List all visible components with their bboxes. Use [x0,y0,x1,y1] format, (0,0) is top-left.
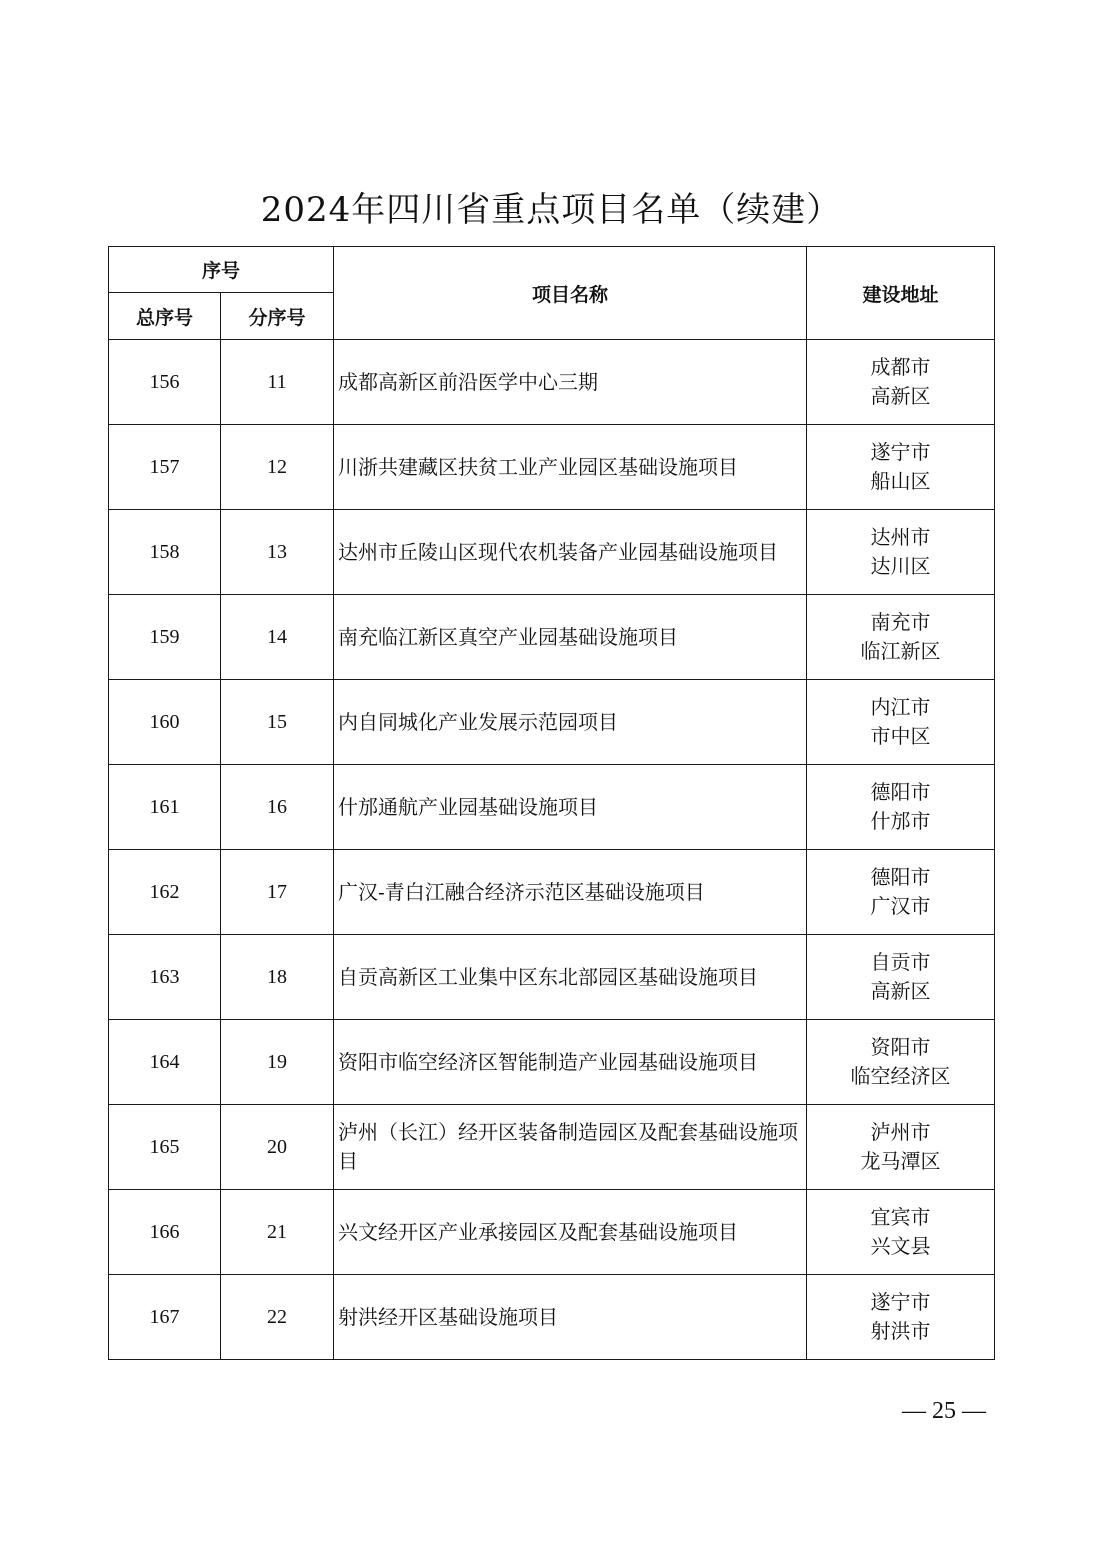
table-row [109,1275,995,1360]
table-row [109,425,995,510]
page-title: 2024年四川省重点项目名单（续建） [260,190,842,230]
cell-project-name: 达州市丘陵山区现代农机装备产业园基础设施项目 [334,510,807,595]
header-seq-group: 序号 [109,247,334,293]
cell-sub-seq: 14 [221,595,334,680]
header-sub-seq: 分序号 [221,293,334,340]
table-row [109,850,995,935]
cell-sub-seq: 11 [221,340,334,425]
cell-project-name: 内自同城化产业发展示范园项目 [334,680,807,765]
location-city: 宜宾市 [870,1205,931,1229]
location-city: 达州市 [870,525,931,549]
table-row [109,1190,995,1275]
cell-sub-seq: 22 [221,1275,334,1360]
cell-total-seq: 165 [109,1105,221,1190]
cell-project-name: 自贡高新区工业集中区东北部园区基础设施项目 [334,935,807,1020]
location-district: 龙马潭区 [860,1149,941,1173]
cell-total-seq: 163 [109,935,221,1020]
cell-location [807,425,995,510]
location-city: 遂宁市 [870,440,931,464]
location-district: 什邡市 [870,809,931,833]
cell-location [807,680,995,765]
location-district: 临空经济区 [850,1064,951,1088]
location-city: 德阳市 [870,865,931,889]
cell-sub-seq: 12 [221,425,334,510]
cell-total-seq: 162 [109,850,221,935]
cell-total-seq: 164 [109,1020,221,1105]
cell-location [807,850,995,935]
cell-location [807,1020,995,1105]
location-district: 市中区 [870,724,931,748]
table-row [109,1105,995,1190]
location-city: 德阳市 [870,780,931,804]
cell-location [807,765,995,850]
table-row [109,765,995,850]
cell-project-name: 南充临江新区真空产业园基础设施项目 [334,595,807,680]
cell-location [807,595,995,680]
cell-project-name: 广汉-青白江融合经济示范区基础设施项目 [334,850,807,935]
cell-project-name: 资阳市临空经济区智能制造产业园基础设施项目 [334,1020,807,1105]
location-city: 内江市 [870,695,931,719]
location-city: 资阳市 [870,1035,931,1059]
table-row [109,595,995,680]
cell-total-seq: 157 [109,425,221,510]
location-district: 高新区 [870,979,931,1003]
cell-project-name: 泸州（长江）经开区装备制造园区及配套基础设施项目 [334,1105,807,1190]
cell-total-seq: 156 [109,340,221,425]
cell-location [807,935,995,1020]
header-row [109,247,995,293]
cell-project-name: 射洪经开区基础设施项目 [334,1275,807,1360]
location-district: 兴文县 [870,1234,931,1258]
cell-location [807,510,995,595]
location-city: 遂宁市 [870,1290,931,1314]
location-city: 南充市 [870,610,931,634]
cell-sub-seq: 16 [221,765,334,850]
cell-location [807,1190,995,1275]
header-location: 建设地址 [807,247,995,340]
cell-sub-seq: 19 [221,1020,334,1105]
cell-total-seq: 160 [109,680,221,765]
location-district: 射洪市 [870,1319,931,1343]
cell-sub-seq: 20 [221,1105,334,1190]
location-city: 自贡市 [870,950,931,974]
cell-project-name: 兴文经开区产业承接园区及配套基础设施项目 [334,1190,807,1275]
cell-total-seq: 161 [109,765,221,850]
cell-sub-seq: 17 [221,850,334,935]
cell-total-seq: 166 [109,1190,221,1275]
cell-total-seq: 159 [109,595,221,680]
cell-location [807,1105,995,1190]
cell-sub-seq: 15 [221,680,334,765]
location-district: 临江新区 [860,639,941,663]
cell-project-name: 川浙共建藏区扶贫工业产业园区基础设施项目 [334,425,807,510]
table-row [109,680,995,765]
location-city: 泸州市 [870,1120,931,1144]
location-district: 船山区 [870,469,931,493]
cell-location [807,1275,995,1360]
cell-total-seq: 167 [109,1275,221,1360]
cell-project-name: 什邡通航产业园基础设施项目 [334,765,807,850]
table-row [109,510,995,595]
projects-table [108,246,995,1360]
location-district: 达川区 [870,554,931,578]
cell-sub-seq: 21 [221,1190,334,1275]
location-district: 广汉市 [870,894,931,918]
cell-location [807,340,995,425]
cell-project-name: 成都高新区前沿医学中心三期 [334,340,807,425]
table-row [109,340,995,425]
table-row [109,1020,995,1105]
cell-sub-seq: 18 [221,935,334,1020]
location-district: 高新区 [870,384,931,408]
header-project-name: 项目名称 [334,247,807,340]
cell-total-seq: 158 [109,510,221,595]
cell-sub-seq: 13 [221,510,334,595]
page-number: — 25 — [902,1398,986,1424]
location-city: 成都市 [870,355,931,379]
table-row [109,935,995,1020]
header-total-seq: 总序号 [109,293,221,340]
